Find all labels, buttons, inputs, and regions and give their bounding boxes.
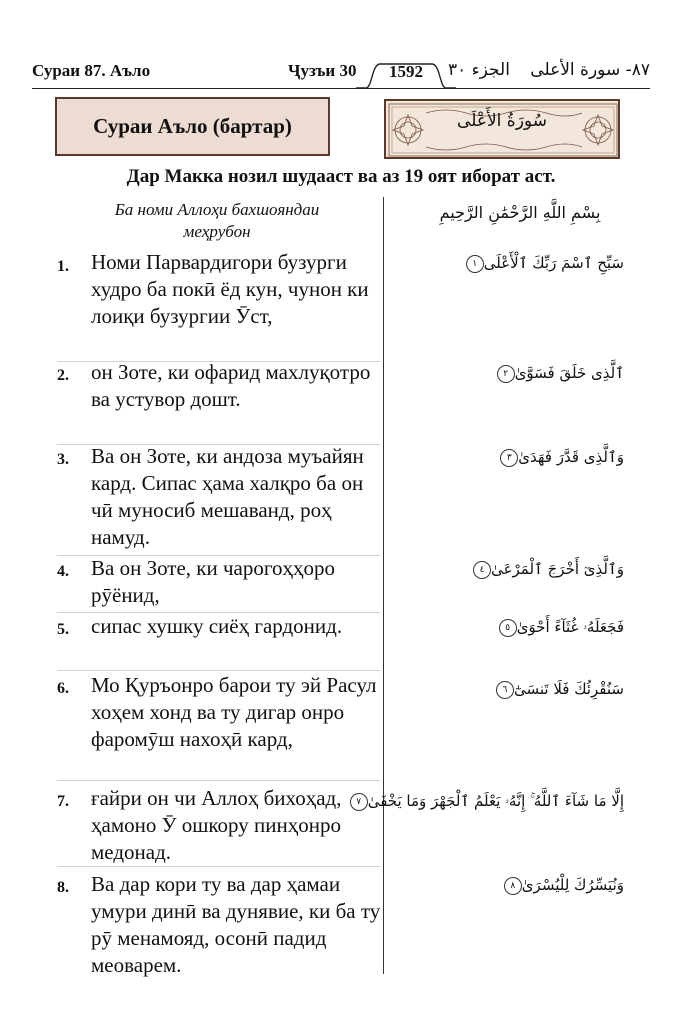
verse-arabic: [400, 876, 624, 895]
verse-arabic: [400, 618, 624, 637]
surah-title-box: [55, 97, 330, 156]
banner-surah-arabic: سُورَةُ الأَعْلَى: [457, 111, 547, 131]
verse-number: 8.: [57, 879, 69, 896]
ayah-marker-icon: ٣: [500, 449, 518, 467]
page-number: 1592: [389, 62, 423, 81]
verse-separator: [57, 780, 381, 781]
ayah-text: إِلَّا مَا شَآءَ ٱللَّهُ ۚ إِنَّهُۥ يَعْلَمُ ٱلْجَهْرَ وَمَا يَخْفَىٰ: [367, 792, 624, 810]
header-rule: [32, 88, 650, 89]
verse-arabic: [400, 560, 624, 579]
ayah-text: سَبِّحِ ٱسْمَ رَبِّكَ ٱلْأَعْلَى: [483, 254, 624, 272]
verse-text: он Зоте, ки офарид махлуқотро ва устувор дошт.: [91, 360, 371, 411]
ayah-text: وَٱلَّذِىٓ أَخْرَجَ ٱلْمَرْعَىٰ: [491, 560, 624, 578]
verse-separator: [57, 866, 381, 867]
revelation-note: Дар Макка нозил шудааст ва аз 19 оят иборат аст.: [126, 166, 556, 187]
verse-text: Номи Парвардигори бузурги худро ба покӣ ёд кун, чунон ки лоиқи бузургии Ӯст,: [91, 250, 369, 328]
header-juz-cyrillic: Ҷузъи 30: [288, 61, 357, 80]
ayah-text: وَٱلَّذِى قَدَّرَ فَهَدَىٰ: [518, 448, 624, 466]
ayah-marker-icon: ١: [466, 255, 484, 273]
page-header: [32, 0, 650, 92]
verse-separator: [57, 670, 381, 671]
verse-text: ғайри он чи Аллоҳ бихоҳад, ҳамоно Ӯ ошкору пинҳонро медонад.: [91, 786, 342, 864]
header-surah-cyrillic: Сураи 87. Аъло: [32, 61, 151, 80]
verse-arabic: [400, 448, 624, 467]
ayah-marker-icon: ٦: [496, 681, 514, 699]
ayah-text: فَجَعَلَهُۥ غُثَآءً أَحْوَىٰ: [516, 618, 624, 636]
ayah-marker-icon: ٤: [473, 561, 491, 579]
ayah-marker-icon: ٧: [350, 793, 368, 811]
column-divider: [383, 197, 384, 974]
basmala-arabic: بِسْمِ اللَّهِ الرَّحْمَٰنِ الرَّحِيمِ: [439, 203, 601, 222]
header-juz-arabic: الجزء ٣٠: [448, 60, 510, 80]
page-number-tab: [356, 58, 456, 86]
verse-text: Ва он Зоте, ки андоза муъайян кард. Сипас ҳама халқро ба он чӣ муносиб мешаванд, роҳ намуд.: [91, 444, 364, 549]
verse-arabic: [400, 364, 624, 383]
ayah-text: سَنُقْرِئُكَ فَلَا تَنسَىٰٓ: [513, 680, 624, 698]
header-surah-arabic: ٨٧- سورة الأعلى: [530, 60, 650, 80]
surah-banner: [384, 99, 620, 159]
verse-arabic: [356, 792, 624, 811]
verse-text: сипас хушку сиёҳ гардонид.: [91, 614, 343, 638]
verse-number: 6.: [57, 680, 69, 697]
surah-title: Сураи Аъло (бартар): [93, 114, 292, 138]
verse-arabic: [400, 254, 624, 273]
verse-arabic: [400, 680, 624, 699]
verse-number: 1.: [57, 258, 69, 275]
verse-number: 3.: [57, 451, 69, 468]
verse-number: 4.: [57, 563, 69, 580]
verse-number: 7.: [57, 793, 69, 810]
verse-text: Ва дар кори ту ва дар ҳамаи умури динӣ ва дунявие, ки ба ту рӯ менамояд, осонӣ падид меоварем.: [91, 872, 381, 977]
verse-text: Ва он Зоте, ки чарогоҳҳоро рӯёнид,: [91, 556, 335, 607]
verse-number: 5.: [57, 621, 69, 638]
basmala-translation: Ба номи Аллоҳи бахшояндаи меҳрубон: [114, 200, 320, 241]
verse-text: Мо Қуръонро барои ту эй Расул хоҳем хонд ва ту дигар онро фаромӯш нахоҳӣ кард,: [91, 673, 377, 751]
ayah-text: وَنُيَسِّرُكَ لِلْيُسْرَىٰ: [521, 876, 624, 894]
ayah-text: ٱلَّذِى خَلَقَ فَسَوَّىٰ: [514, 364, 624, 382]
ayah-marker-icon: ٢: [497, 365, 515, 383]
verse-number: 2.: [57, 367, 69, 384]
ayah-marker-icon: ٥: [499, 619, 517, 637]
ayah-marker-icon: ٨: [504, 877, 522, 895]
